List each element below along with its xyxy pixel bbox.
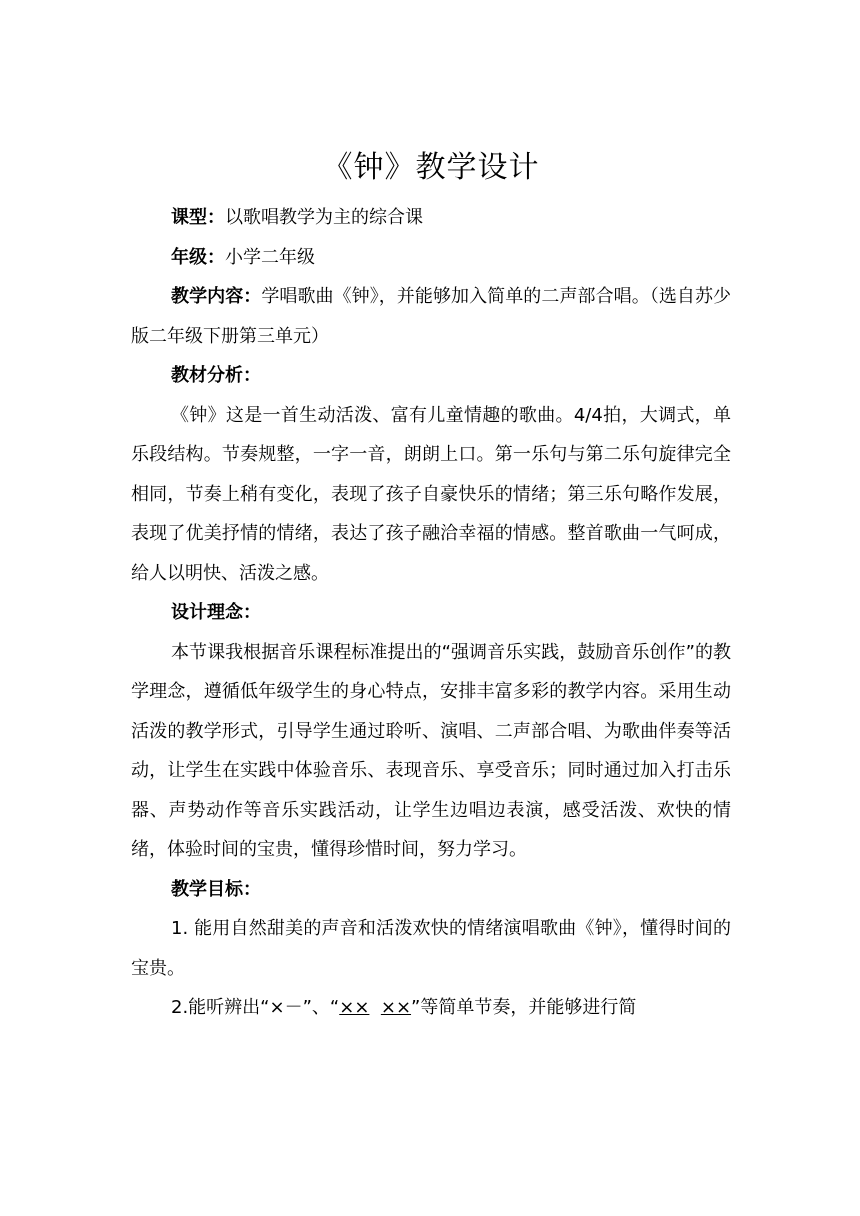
material-analysis-text: 《钟》这是一首生动活泼、富有儿童情趣的歌曲。4/4拍，大调式，单乐段结构。节奏规整，一字一音，朗朗上口。第一乐句与第二乐句旋律完全相同，节奏上稍有变化，表现了孩子自豪快乐的情绪；第三乐句略作发展，表现了优美抒情的情绪，表达了孩子融洽幸福的情感。整首歌曲一气呵成，给人以明快、活泼之感。	[131, 404, 731, 584]
field-separator: ：	[207, 207, 225, 228]
design-concept-text: 本节课我根据音乐课程标准提出的“强调音乐实践，鼓励音乐创作”的教学理念，遵循低年级学生的身心特点，安排丰富多彩的教学内容。采用生动活泼的教学形式，引导学生通过聆听、演唱、二声部合唱、为歌曲伴奏等活动，让学生在实践中体验音乐、表现音乐、享受音乐；同时通过加入打击乐器、声势动作等音乐实践活动，让学生边唱边表演，感受活泼、欢快的情绪，体验时间的宝贵，懂得珍惜时间，努力学习。	[131, 641, 731, 860]
field-label: 年级	[171, 246, 207, 268]
goal-2-suffix: ”等简单节奏，并能够进行简	[411, 997, 637, 1018]
teaching-goal-1: 1. 能用自然甜美的声音和活泼欢快的情绪演唱歌曲《钟》，懂得时间的宝贵。	[131, 918, 731, 979]
section-heading-design-concept: 设计理念：	[171, 602, 261, 623]
page-title: 《钟》教学设计	[322, 150, 540, 185]
field-value: 小学二年级	[225, 246, 315, 268]
field-value: 学唱歌曲《钟》，并能够加入简单的二声部合唱。（选自苏少版二年级下册第三单元）	[131, 286, 732, 347]
document-content	[131, 142, 731, 1028]
section-heading-teaching-goals: 教学目标：	[171, 878, 261, 900]
field-lesson-type	[131, 198, 731, 238]
section-heading-material-analysis: 教材分析：	[171, 365, 261, 386]
teaching-goal-2	[131, 988, 731, 1028]
field-grade	[131, 238, 731, 278]
field-separator: ：	[207, 246, 225, 268]
goal-2-prefix: 2.能听辨出“×－”、“	[171, 997, 340, 1018]
field-label: 课型	[171, 207, 207, 228]
rhythm-pattern-a: ××	[339, 997, 370, 1018]
field-value: 以歌唱教学为主的综合课	[225, 207, 423, 228]
field-label: 教学内容	[171, 286, 244, 307]
rhythm-pattern-b: ××	[380, 997, 412, 1018]
field-teaching-content	[131, 277, 731, 356]
rhythm-gap	[369, 997, 380, 1018]
field-separator: ：	[243, 286, 262, 307]
